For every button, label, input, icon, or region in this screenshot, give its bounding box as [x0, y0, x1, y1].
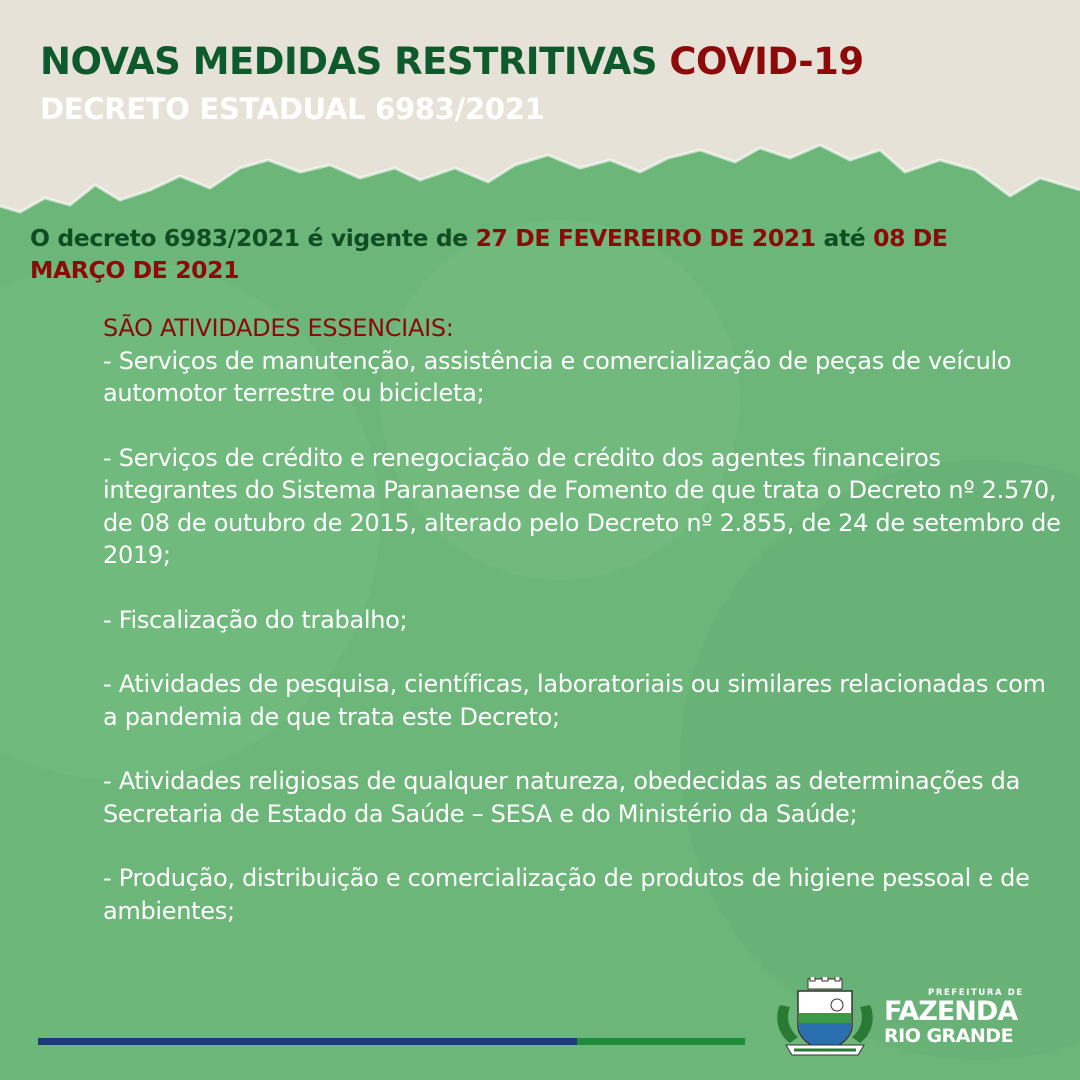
covid-highlight: COVID-19	[669, 40, 864, 83]
city-crest-icon	[772, 977, 878, 1059]
list-item: - Atividades de pesquisa, científicas, laboratoriais ou similares relacionadas com a pandemia de que trata este Decreto;	[103, 670, 1046, 731]
list-item: - Fiscalização do trabalho;	[103, 605, 408, 634]
validity-statement: O decreto 6983/2021 é vigente de 27 DE FEVEREIRO DE 2021 até 08 DE MARÇO DE 2021	[30, 224, 948, 284]
essential-activities	[103, 312, 1063, 927]
decree-subtitle: DECRETO ESTADUAL 6983/2021	[40, 92, 545, 126]
end-date: 08 DE MARÇO DE 2021	[30, 224, 948, 284]
footer-bar-green	[577, 1038, 745, 1045]
start-date: 27 DE FEVEREIRO DE 2021	[475, 224, 816, 252]
municipality-logo	[884, 988, 1034, 1046]
page-title: NOVAS MEDIDAS RESTRITIVAS COVID-19	[40, 40, 864, 83]
list-item: - Atividades religiosas de qualquer natureza, obedecidas as determinações da Secretaria de Estado da Saúde – SESA e do Ministério da Saúde;	[103, 767, 1021, 828]
list-item: - Serviços de manutenção, assistência e comercialização de peças de veículo automotor terrestre ou bicicleta;	[103, 346, 1012, 407]
logo-name: FAZENDA	[884, 996, 1018, 1027]
list-item: - Serviços de crédito e renegociação de crédito dos agentes financeiros integrantes do Sistema Paranaense de Fomento de que trata o Decreto nº 2.570, de 08 de outubro de 2015, alterado pelo Decreto nº 2.855, de 24 de setembro de 2019;	[103, 443, 1061, 569]
footer-bar-blue	[38, 1038, 583, 1045]
logo-subname: RIO GRANDE	[884, 1025, 1014, 1047]
section-heading: SÃO ATIVIDADES ESSENCIAIS:	[103, 314, 454, 342]
logo-prefix: PREFEITURA DE	[928, 988, 1024, 998]
list-item: - Produção, distribuição e comercialização de produtos de higiene pessoal e de ambientes;	[103, 864, 1030, 925]
